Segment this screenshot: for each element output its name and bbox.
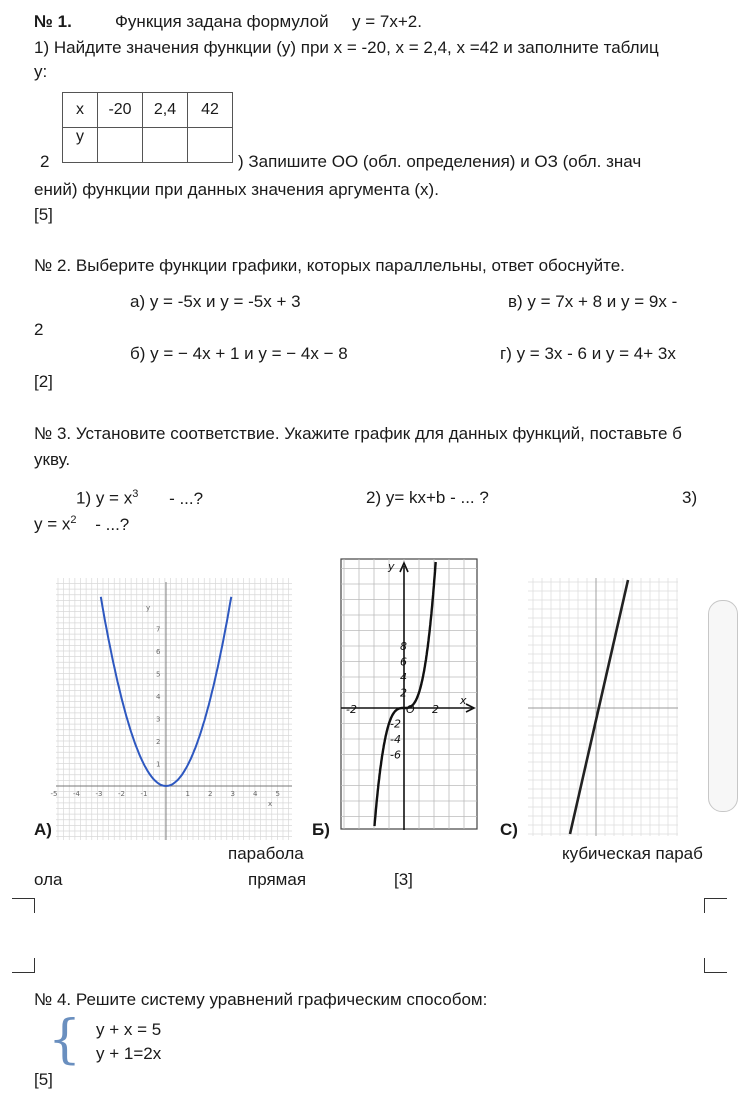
task3-function-1 [76,488,203,509]
task2-score: [2] [34,372,53,391]
task2-option-v-cont: 2 [34,320,44,339]
table-x-value: 42 [188,93,233,128]
y-tick-label: -4 [390,733,401,746]
task2-option-a: а) y = -5x и y = -5x + 3 [130,292,301,311]
x-tick-label: -3 [95,790,103,798]
page-corner-mark [704,898,727,913]
function-3-exponent: 2 [70,514,77,526]
x-tick-label: -1 [140,790,148,798]
graph-b-cubic [340,558,478,830]
page-corner-mark [12,898,35,913]
task4-equation-1: y + x = 5 [96,1020,162,1039]
y-tick-label: 7 [156,625,161,634]
table-y-label: y [63,128,98,163]
y-tick-label: 6 [156,648,161,656]
y-tick-label: 4 [156,693,161,701]
y-tick-label: -2 [390,717,401,731]
caption-line: прямая [248,870,307,889]
task2-option-b: б) y = − 4x + 1 и y = − 4x − 8 [130,344,348,363]
system-brace: { [48,1010,82,1070]
x-tick-label: 5 [275,790,280,798]
task1-item1-cont: у: [34,62,48,81]
x-tick-label: -4 [73,790,80,798]
table-x-label: x [63,93,98,128]
caption-parabola: парабола [228,844,304,863]
y-tick-label: 4 [400,671,407,684]
task4-equation-2: y + 1=2x [96,1044,162,1063]
graph-c-line [528,578,678,836]
function-3-text: y = x [34,514,71,534]
task1-item1: 1) Найдите значения функции (y) при x = -20, x = 2,4, x =42 и заполните таблиц [34,38,659,57]
task2-option-g: г) y = 3x - 6 и y = 4+ 3x [500,344,676,363]
function-1-answer: - ...? [169,488,204,508]
task3-function-3 [34,514,129,535]
task4-score: [5] [34,1070,53,1089]
task1-score: [5] [34,205,53,224]
page-corner-mark [12,958,35,973]
y-tick-label: 3 [156,715,161,724]
task1-formula: y = 7x+2. [352,12,422,31]
graph-c-label: С) [500,820,518,839]
y-tick-label: 2 [400,686,407,700]
y-tick-label: 8 [400,640,407,653]
table-x-value: -20 [98,93,143,128]
value-table [62,92,233,163]
y-axis-label: y [146,604,151,612]
y-tick-label: 6 [400,655,407,669]
task3-score: [3] [394,870,413,889]
x-axis-label: x [460,694,467,707]
task1-number: № 1. [34,12,72,31]
task1-item2: ) Запишите ОО (обл. определения) и ОЗ (обл. знач [238,152,642,171]
caption-cubic-cont: ола [34,870,63,889]
function-1-text: 1) y = x [76,488,133,508]
graph-a-label: А) [34,820,52,839]
x-axis-label: x [268,800,273,808]
graph-a-parabola [50,578,292,840]
origin-label: O [406,703,415,716]
scroll-handle[interactable] [708,600,738,812]
page-corner-mark [704,958,727,973]
task3-heading-cont: укву. [34,450,71,469]
table-x-value: 2,4 [143,93,188,128]
graph-b-label: Б) [312,820,330,839]
y-tick-label: 2 [156,738,161,746]
x-tick-label: 2 [208,790,213,798]
x-tick-label: 2 [432,703,439,716]
y-axis-label: y [388,560,395,573]
table-y-cell[interactable] [98,128,143,163]
x-tick-label: -5 [50,790,58,798]
function-1-exponent: 3 [132,488,139,500]
x-tick-label: 1 [185,790,190,798]
y-tick-label: -6 [390,748,401,762]
task3-function-2: 2) y= kx+b - ... ? [366,488,489,507]
caption-cubic: кубическая параб [562,844,703,863]
x-tick-label: 4 [253,790,258,798]
function-3-answer: - ...? [95,514,130,534]
task1-heading: Функция задана формулой [115,12,329,31]
task3-function-3-number: 3) [682,488,698,507]
x-tick-label: -2 [118,790,125,798]
table-y-cell[interactable] [188,128,233,163]
x-tick-label: -2 [346,703,357,716]
x-tick-label: 3 [230,790,235,798]
task2-option-v: в) y = 7x + 8 и y = 9x - [508,292,678,311]
task2-heading: № 2. Выберите функции графики, которых параллельны, ответ обоснуйте. [34,256,625,275]
task1-item2-cont: ений) функции при данных значения аргумента (x). [34,180,439,199]
task1-item2-number: 2 [40,152,50,171]
y-tick-label: 1 [156,760,161,769]
task4-heading: № 4. Решите систему уравнений графическим способом: [34,990,488,1009]
table-y-cell[interactable] [143,128,188,163]
task3-heading: № 3. Установите соответствие. Укажите график для данных функций, поставьте б [34,424,682,443]
y-tick-label: 5 [156,670,161,679]
